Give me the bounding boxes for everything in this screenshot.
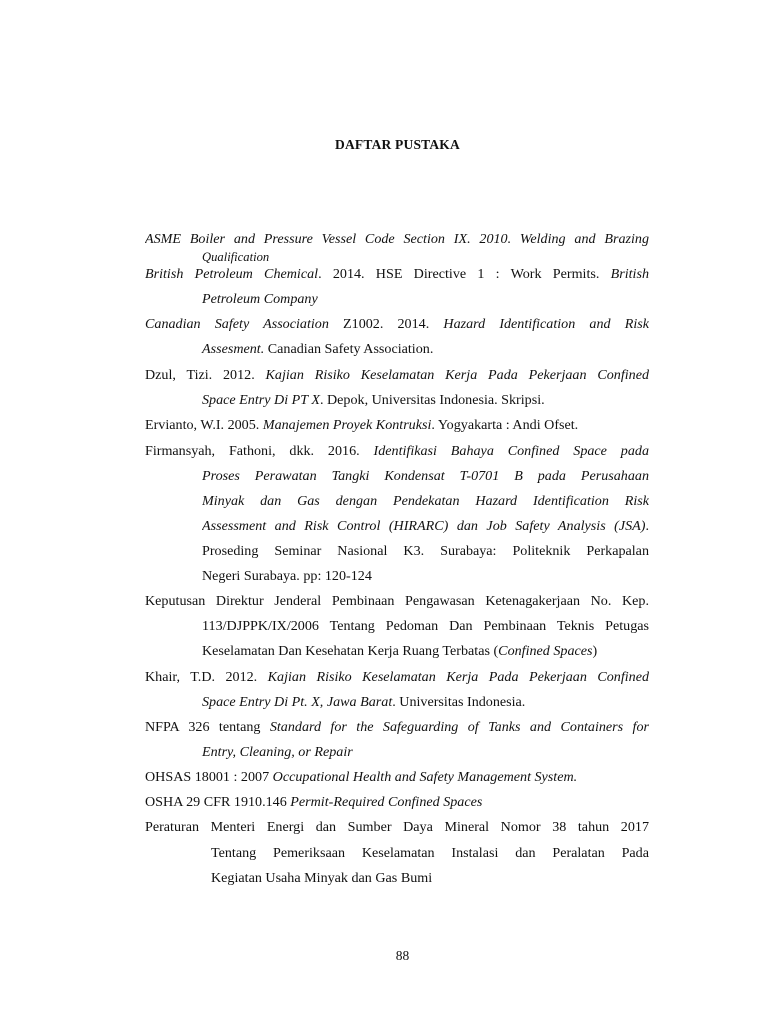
italic-text: British bbox=[610, 266, 649, 282]
italic-text: British Petroleum Chemical bbox=[145, 266, 319, 282]
text-segment: . bbox=[645, 518, 649, 534]
reference-line bbox=[202, 568, 649, 584]
reference-line bbox=[202, 249, 649, 265]
italic-text: Qualification bbox=[202, 250, 270, 264]
text-segment: ) bbox=[592, 643, 598, 659]
text-segment: Negeri Surabaya. pp: 120-124 bbox=[202, 568, 372, 584]
text-segment: Z1002. 2014. bbox=[328, 316, 444, 332]
italic-text: Standard for the Safeguarding of Tanks and Containers for bbox=[269, 719, 649, 735]
page-number: 88 bbox=[395, 948, 410, 963]
italic-text: Space Entry Di PT X bbox=[202, 392, 320, 408]
text-segment: . 2014. HSE Directive 1 : Work Permits. bbox=[318, 266, 611, 282]
reference-line bbox=[145, 316, 649, 332]
italic-text: Permit-Required Confined Spaces bbox=[290, 794, 483, 810]
text-segment: Khair, T.D. 2012. bbox=[145, 669, 268, 685]
reference-line bbox=[145, 593, 649, 609]
reference-line bbox=[202, 392, 649, 408]
italic-text: ASME Boiler and Pressure Vessel Code Section IX. 2010. Welding and Brazing bbox=[145, 231, 649, 247]
text-segment: Canadian Safety Association. bbox=[264, 341, 434, 357]
text-segment: 113/DJPPK/IX/2006 Tentang Pedoman Dan Pembinaan Teknis Petugas bbox=[202, 618, 649, 634]
text-segment: Dzul, Tizi. 2012. bbox=[145, 367, 266, 383]
reference-line bbox=[145, 367, 649, 383]
italic-text: Canadian Safety Association bbox=[145, 316, 329, 332]
reference-line bbox=[202, 291, 649, 307]
reference-line bbox=[145, 669, 649, 685]
reference-line bbox=[202, 694, 649, 710]
reference-line bbox=[211, 870, 649, 886]
reference-line bbox=[202, 543, 649, 559]
reference-line bbox=[145, 231, 649, 247]
italic-text: Assesment. bbox=[202, 341, 265, 357]
reference-line bbox=[202, 468, 649, 484]
text-segment: . Yogyakarta : Andi Ofset. bbox=[431, 417, 579, 433]
italic-text: Identifikasi Bahaya Confined Space pada bbox=[373, 443, 649, 459]
reference-line bbox=[145, 417, 649, 433]
text-segment: Keputusan Direktur Jenderal Pembinaan Pengawasan Ketenagakerjaan No. Kep. bbox=[145, 593, 649, 609]
text-segment: Proseding Seminar Nasional K3. Surabaya: Politeknik Perkapalan bbox=[202, 543, 649, 559]
reference-line bbox=[145, 769, 649, 785]
reference-line bbox=[202, 643, 649, 659]
italic-text: Petroleum Company bbox=[202, 291, 318, 307]
text-segment: Ervianto, W.I. 2005. bbox=[145, 417, 263, 433]
reference-line bbox=[202, 744, 649, 760]
text-segment: Peraturan Menteri Energi dan Sumber Daya Mineral Nomor 38 tahun 2017 bbox=[145, 819, 649, 835]
italic-text: Manajemen Proyek Kontruksi bbox=[262, 417, 432, 433]
italic-text: Entry, Cleaning, or Repair bbox=[202, 744, 353, 760]
reference-line bbox=[202, 518, 649, 534]
text-segment: . Depok, Universitas Indonesia. Skripsi. bbox=[319, 392, 545, 408]
reference-line bbox=[211, 845, 649, 861]
italic-text: Kajian Risiko Keselamatan Kerja Pada Pekerjaan Confined bbox=[265, 367, 649, 383]
reference-line bbox=[145, 443, 649, 459]
page-title: DAFTAR PUSTAKA bbox=[335, 137, 460, 152]
text-segment: . Universitas Indonesia. bbox=[392, 694, 526, 710]
text-segment: Kegiatan Usaha Minyak dan Gas Bumi bbox=[211, 870, 433, 886]
reference-line bbox=[145, 266, 649, 282]
reference-line bbox=[145, 819, 649, 835]
italic-text: Confined Spaces bbox=[498, 643, 593, 659]
text-segment: NFPA 326 tentang bbox=[145, 719, 270, 735]
reference-line bbox=[202, 493, 649, 509]
reference-line bbox=[145, 794, 649, 810]
text-segment: OHSAS 18001 : 2007 bbox=[145, 769, 273, 785]
text-segment: Tentang Pemeriksaan Keselamatan Instalasi dan Peralatan Pada bbox=[211, 845, 649, 861]
italic-text: Assessment and Risk Control (HIRARC) dan Job Safety Analysis (JSA) bbox=[202, 518, 646, 534]
reference-line bbox=[145, 719, 649, 735]
italic-text: Occupational Health and Safety Management System. bbox=[272, 769, 578, 785]
italic-text: Hazard Identification and Risk bbox=[443, 316, 649, 332]
italic-text: Proses Perawatan Tangki Kondensat T-0701 B pada Perusahaan bbox=[202, 468, 649, 484]
reference-line bbox=[202, 618, 649, 634]
italic-text: Space Entry Di Pt. X, Jawa Barat bbox=[202, 694, 393, 710]
italic-text: Kajian Risiko Keselamatan Kerja Pada Pekerjaan Confined bbox=[267, 669, 649, 685]
reference-line bbox=[202, 341, 649, 357]
text-segment: Keselamatan Dan Kesehatan Kerja Ruang Terbatas ( bbox=[202, 643, 499, 659]
text-segment: Firmansyah, Fathoni, dkk. 2016. bbox=[145, 443, 374, 459]
text-segment: OSHA 29 CFR 1910.146 bbox=[145, 794, 291, 810]
italic-text: Minyak dan Gas dengan Pendekatan Hazard Identification Risk bbox=[202, 493, 649, 509]
